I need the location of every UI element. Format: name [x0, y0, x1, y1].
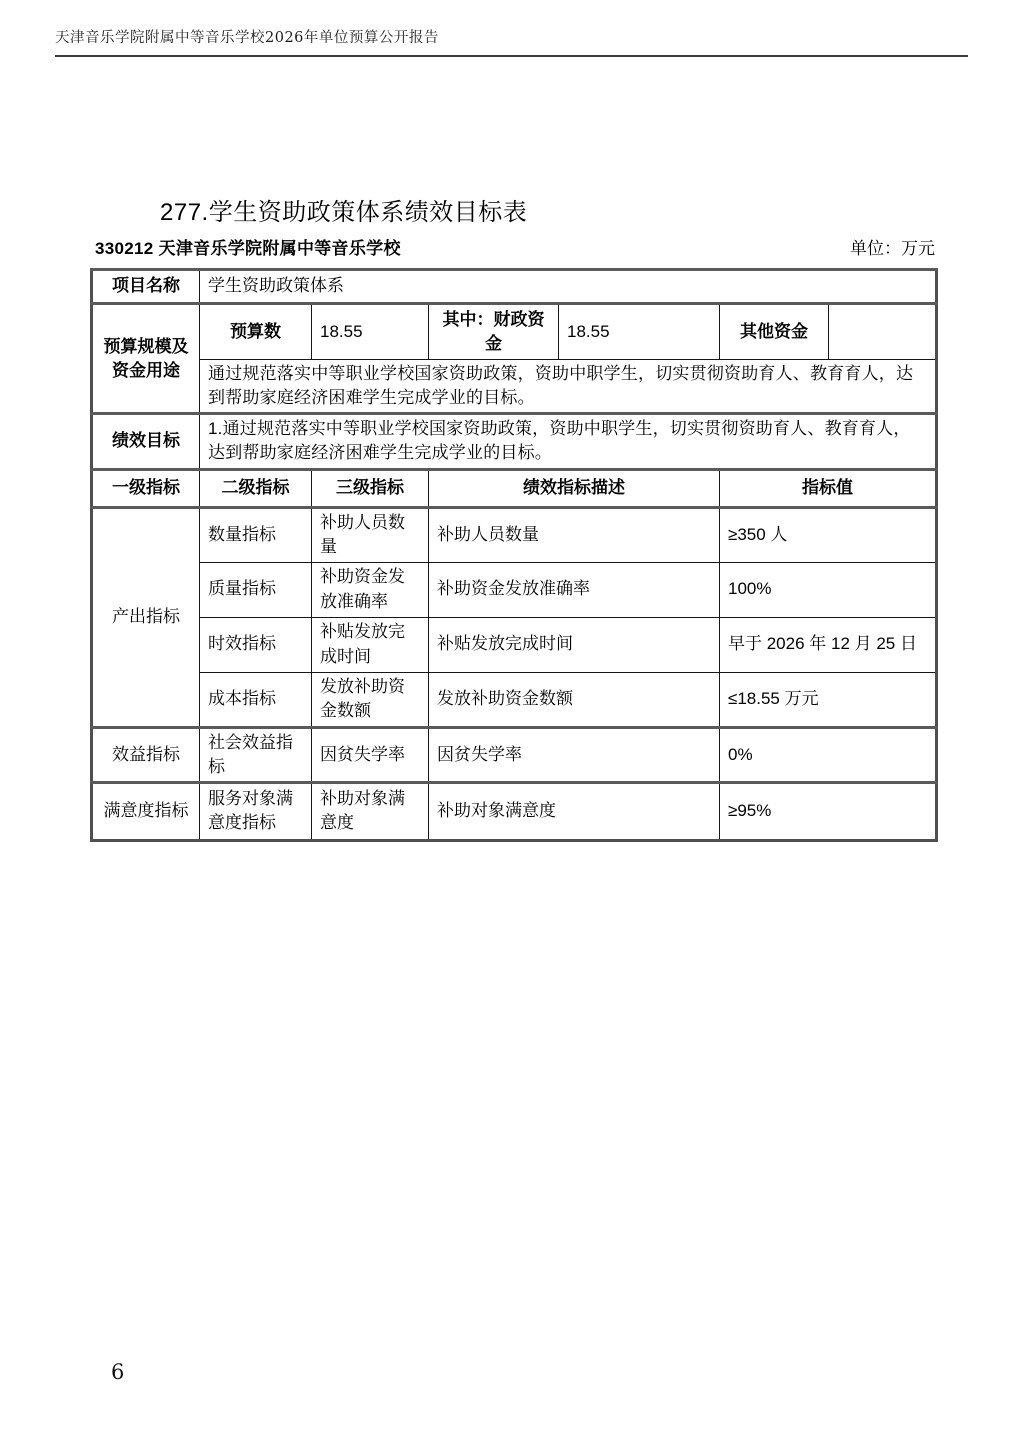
- project-name-value: 学生资助政策体系: [200, 270, 937, 304]
- level3-indicator: 补助人员数量: [312, 507, 429, 562]
- page-title: 277.学生资助政策体系绩效目标表: [160, 199, 528, 226]
- header-divider: [55, 55, 968, 57]
- org-code-name: 330212 天津音乐学院附属中等音乐学校: [95, 239, 401, 258]
- indicator-row: [92, 727, 937, 782]
- indicator-value: 早于 2026 年 12 月 25 日: [720, 617, 937, 672]
- level2-indicator: 社会效益指标: [200, 727, 312, 782]
- level2-indicator: 时效指标: [200, 617, 312, 672]
- level2-indicator: 服务对象满意度指标: [200, 782, 312, 840]
- subtitle-row: [90, 234, 935, 259]
- indicator-description: 因贫失学率: [429, 727, 720, 782]
- indicator-row: [92, 562, 937, 617]
- level1-indicator: 满意度指标: [92, 782, 200, 840]
- header-value: 指标值: [720, 469, 937, 507]
- unit-label: 单位：万元: [850, 239, 935, 258]
- budget-number-label: 预算数: [200, 304, 312, 360]
- header-level3: 三级指标: [312, 469, 429, 507]
- indicator-value: ≥350 人: [720, 507, 937, 562]
- project-name-label: 项目名称: [92, 270, 200, 304]
- indicator-header-row: [92, 469, 937, 507]
- performance-target-table: [90, 268, 938, 842]
- indicator-row: [92, 507, 937, 562]
- header-level1: 一级指标: [92, 469, 200, 507]
- level3-indicator: 补助对象满意度: [312, 782, 429, 840]
- header-description: 绩效指标描述: [429, 469, 720, 507]
- indicator-description: 补助资金发放准确率: [429, 562, 720, 617]
- indicator-row: [92, 782, 937, 840]
- other-funds-label: 其他资金: [720, 304, 829, 360]
- usage-text: 通过规范落实中等职业学校国家资助政策，资助中职学生，切实贯彻资助育人、教育育人，达到帮助家庭经济困难学生完成学业的目标。: [200, 360, 937, 414]
- level3-indicator: 补助资金发放准确率: [312, 562, 429, 617]
- indicator-row: [92, 617, 937, 672]
- header-level2: 二级指标: [200, 469, 312, 507]
- fiscal-funds-label: 其中：财政资金: [429, 304, 559, 360]
- level2-indicator: 质量指标: [200, 562, 312, 617]
- level2-indicator: 数量指标: [200, 507, 312, 562]
- indicator-value: 100%: [720, 562, 937, 617]
- budget-figures-row: [92, 304, 937, 360]
- project-name-row: [92, 270, 937, 304]
- level2-indicator: 成本指标: [200, 672, 312, 727]
- indicator-description: 发放补助资金数额: [429, 672, 720, 727]
- indicator-value: ≥95%: [720, 782, 937, 840]
- budget-section-label: 预算规模及资金用途: [92, 304, 200, 414]
- usage-text-row: [92, 360, 937, 414]
- goal-label: 绩效目标: [92, 414, 200, 469]
- indicator-value: ≤18.55 万元: [720, 672, 937, 727]
- page-number: 6: [111, 1360, 125, 1384]
- goal-text: 1.通过规范落实中等职业学校国家资助政策，资助中职学生，切实贯彻资助育人、教育育人，达到帮助家庭经济困难学生完成学业的目标。: [200, 414, 937, 469]
- performance-goal-row: [92, 414, 937, 469]
- level1-indicator: 效益指标: [92, 727, 200, 782]
- level3-indicator: 补贴发放完成时间: [312, 617, 429, 672]
- indicator-row: [92, 672, 937, 727]
- budget-number-value: 18.55: [312, 304, 429, 360]
- fiscal-funds-value: 18.55: [559, 304, 720, 360]
- indicator-value: 0%: [720, 727, 937, 782]
- indicator-description: 补助人员数量: [429, 507, 720, 562]
- indicator-description: 补助对象满意度: [429, 782, 720, 840]
- level3-indicator: 发放补助资金数额: [312, 672, 429, 727]
- other-funds-value: [829, 304, 937, 360]
- document-header-text: 天津音乐学院附属中等音乐学校2026年单位预算公开报告: [55, 30, 439, 46]
- indicator-description: 补贴发放完成时间: [429, 617, 720, 672]
- level3-indicator: 因贫失学率: [312, 727, 429, 782]
- level1-indicator: 产出指标: [92, 507, 200, 727]
